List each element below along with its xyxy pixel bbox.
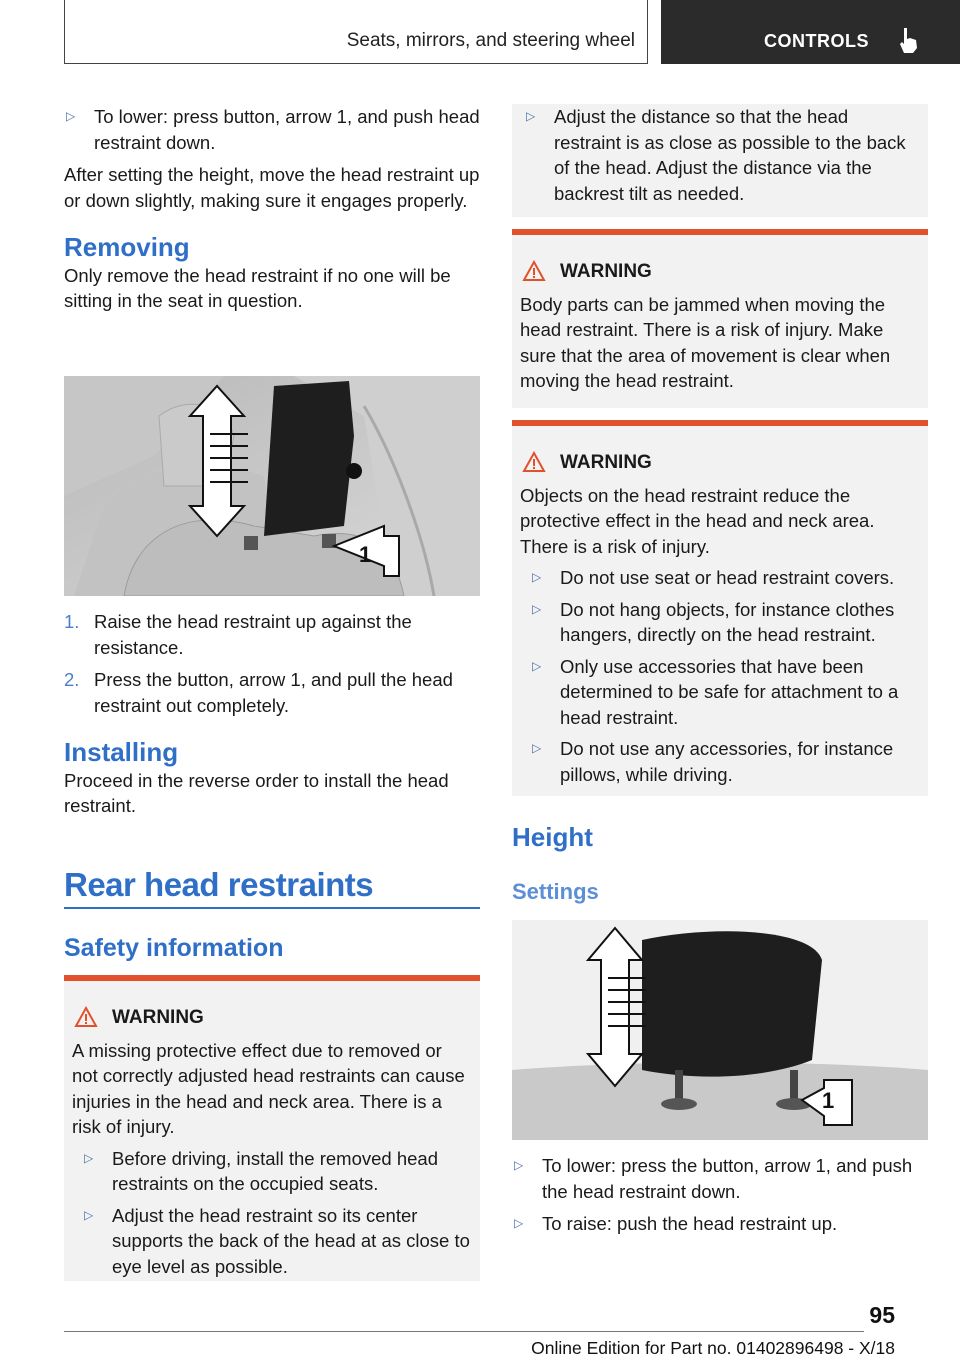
triangle-bullet-icon: ▷ <box>514 1158 524 1172</box>
list-item: ▷ To lower: press button, arrow 1, and push head restraint down. <box>66 106 480 153</box>
triangle-bullet-icon: ▷ <box>532 570 542 584</box>
left-column-middle <box>64 609 480 819</box>
warning-text: Body parts can be jammed when moving the head restraint. There is a risk of injury. Make sure that the area of movement is clear when moving the head restraint. <box>520 293 891 391</box>
footer-divider <box>64 1331 864 1332</box>
triangle-bullet-icon: ▷ <box>84 1207 94 1222</box>
warning-triangle-icon <box>522 451 546 473</box>
warning-box <box>64 975 480 1281</box>
head-restraint-removal-figure <box>64 376 480 596</box>
warning-text: Objects on the head restraint reduce the protective effect in the head and neck area. There is a risk of injury. <box>520 484 875 557</box>
triangle-bullet-icon: ▷ <box>84 1150 94 1165</box>
warning-box <box>512 420 928 796</box>
figure-arrow-label: 1 <box>359 542 372 567</box>
triangle-bullet-icon: ▷ <box>532 601 542 616</box>
heading-safety-information: Safety information <box>64 934 284 962</box>
paragraph: After setting the height, move the head restraint up or down slightly, making sure it engages properly. <box>64 164 480 211</box>
page-number: 95 <box>869 1302 895 1328</box>
figure-arrow-label: 1 <box>822 1088 835 1113</box>
header-chapter-label: CONTROLS <box>764 31 869 51</box>
list-item: ▷ To raise: push the head restraint up. <box>512 1211 928 1237</box>
heading-underline <box>64 907 480 909</box>
header-section-title: Seats, mirrors, and steering wheel <box>346 30 635 51</box>
pointing-hand-icon <box>896 26 920 54</box>
list-item: 2. Press the button, arrow 1, and pull the head restraint out completely. <box>64 669 453 716</box>
heading-installing: Installing <box>64 737 179 767</box>
info-box <box>512 104 928 217</box>
list-item: ▷ Do not use any accessories, for instance pillows, while driving. <box>532 738 894 785</box>
list-item: ▷ Adjust the distance so that the head restraint is as close as possible to the back of the head. Adjust the distance via the backrest tilt as needed. <box>526 106 906 204</box>
list-item: 1. Raise the head restraint up against the resistance. <box>64 611 412 658</box>
heading-height: Height <box>512 822 593 852</box>
warning-heading: WARNING <box>72 1005 470 1031</box>
right-column-bottom <box>512 1153 928 1237</box>
triangle-bullet-icon: ▷ <box>526 109 536 123</box>
list-item: ▷ Only use accessories that have been determined to be safe for attachment to a head restraint. <box>532 655 899 728</box>
list-item: ▷ To lower: press the button, arrow 1, and push the head restraint down. <box>514 1155 913 1202</box>
heading-settings: Settings <box>512 879 599 904</box>
left-column-top <box>64 104 480 314</box>
warning-triangle-icon <box>522 260 546 282</box>
paragraph: Only remove the head restraint if no one will be sitting in the seat in question. <box>64 264 451 311</box>
warning-heading: WARNING <box>520 450 918 476</box>
heading-removing: Removing <box>64 232 190 262</box>
triangle-bullet-icon: ▷ <box>532 658 542 673</box>
warning-box <box>512 229 928 408</box>
paragraph: Proceed in the reverse order to install the head restraint. <box>64 769 449 816</box>
header-section-box <box>64 0 648 64</box>
list-item: ▷ Do not use seat or head restraint covers. <box>530 565 918 591</box>
heading-rear-head-restraints: Rear head restraints <box>64 866 374 903</box>
footer-edition: Online Edition for Part no. 01402896498 - X/18 <box>531 1338 895 1358</box>
head-restraint-height-figure <box>512 920 928 1140</box>
warning-text: A missing protective effect due to removed or not correctly adjusted head restraints can cause injuries in the head and neck area. There is a risk of injury. <box>72 1039 465 1137</box>
triangle-bullet-icon: ▷ <box>514 1216 524 1230</box>
triangle-bullet-icon: ▷ <box>532 741 542 755</box>
warning-heading: WARNING <box>520 259 918 285</box>
list-item: ▷ Do not hang objects, for instance clothes hangers, directly on the head restraint. <box>532 598 895 645</box>
triangle-bullet-icon: ▷ <box>66 109 76 123</box>
list-item: ▷ Adjust the head restraint so its center supports the back of the head at as close to eye level as possible. <box>84 1204 470 1277</box>
warning-triangle-icon <box>74 1006 98 1028</box>
list-item: ▷ Before driving, install the removed head restraints on the occupied seats. <box>84 1147 438 1194</box>
